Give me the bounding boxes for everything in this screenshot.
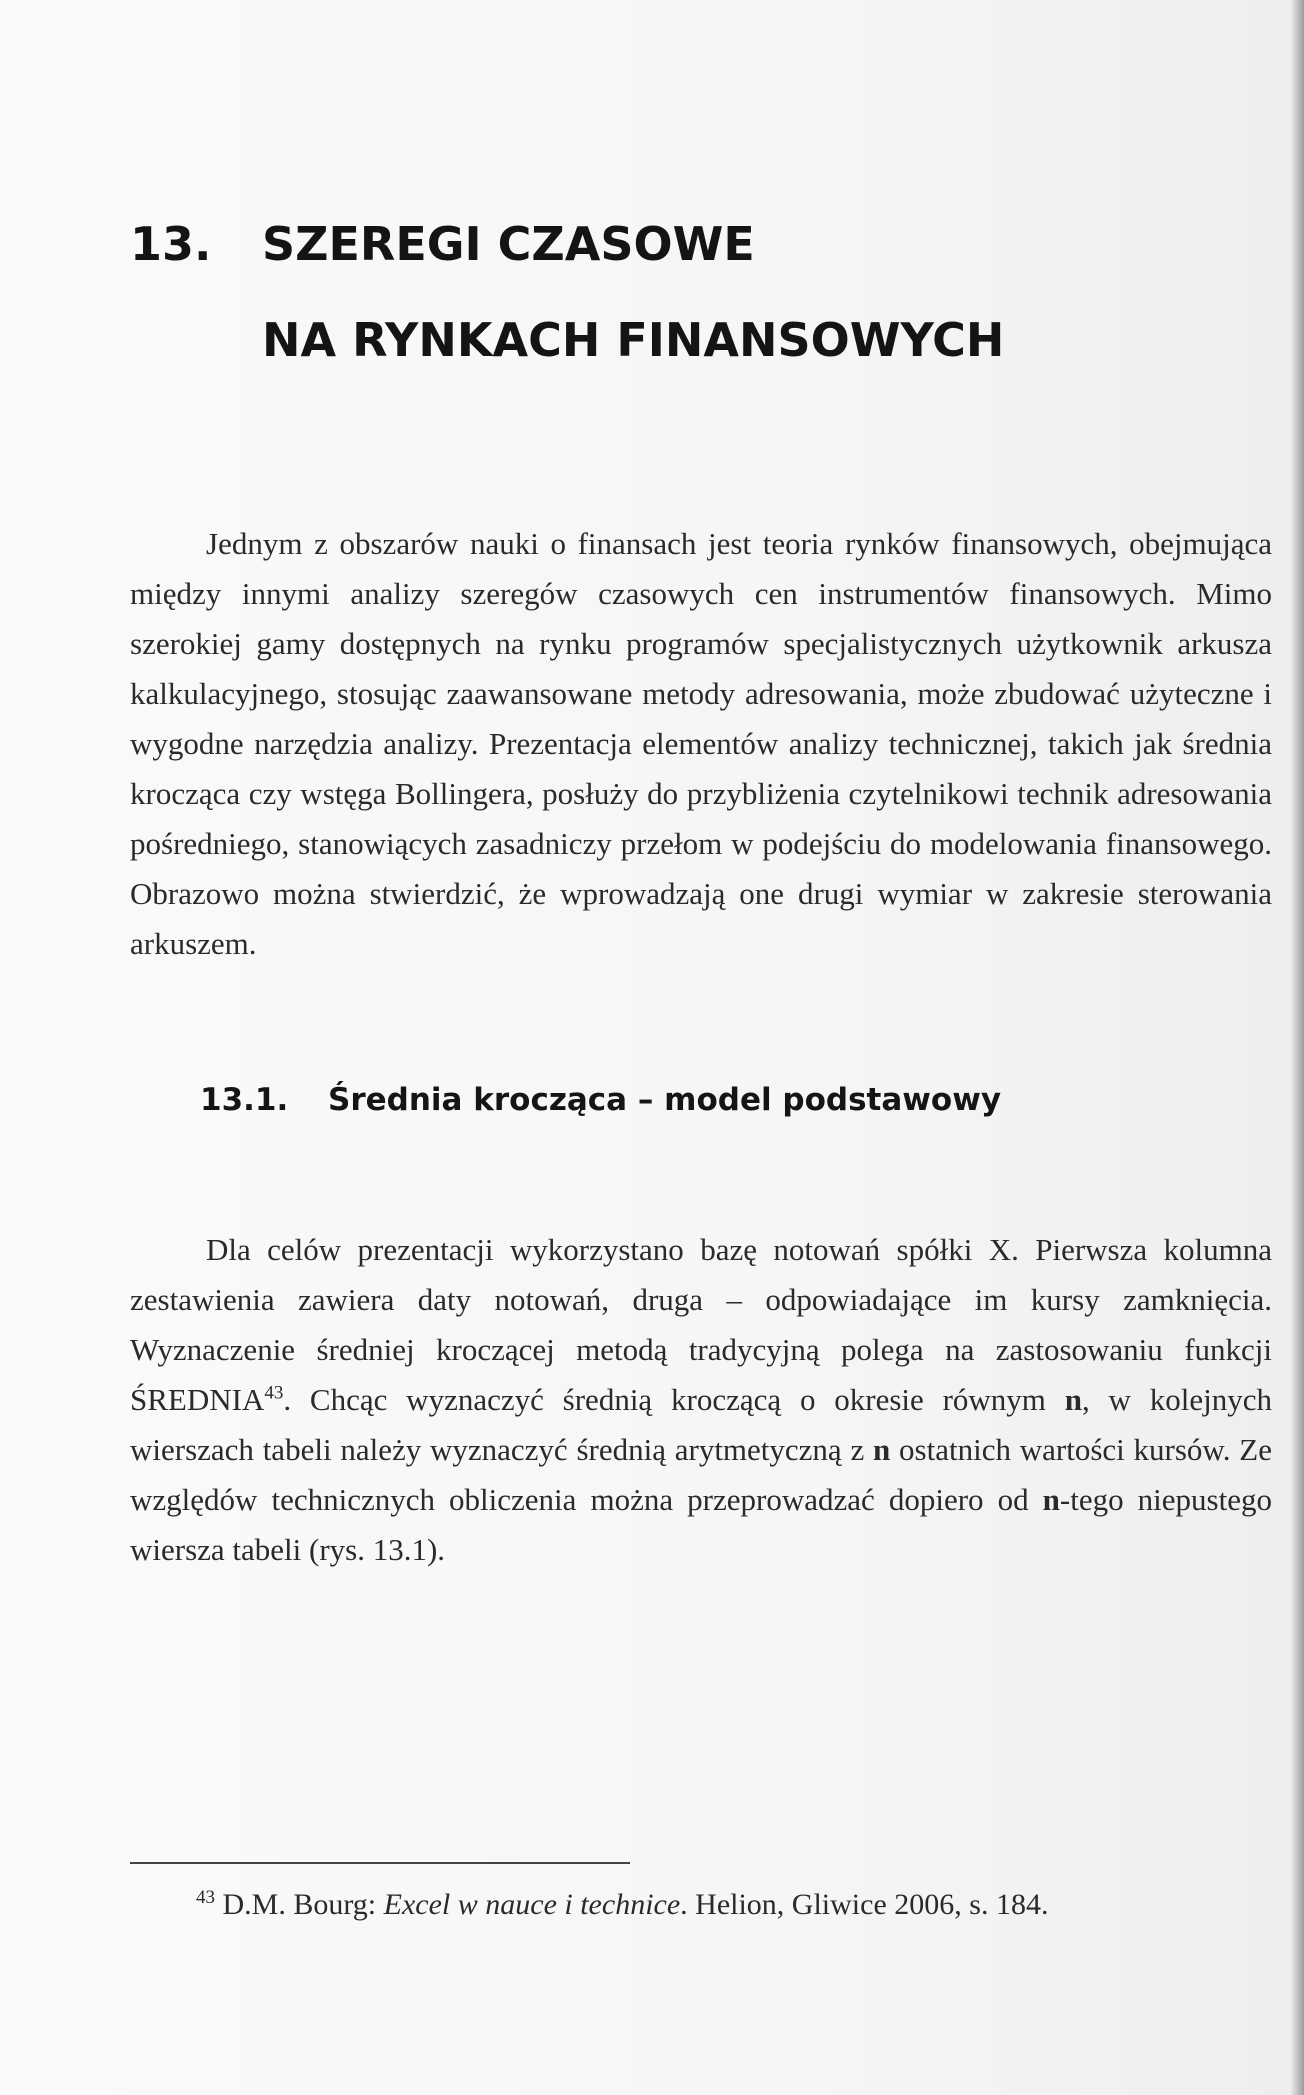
variable-n: n: [1064, 1382, 1082, 1417]
footnote-divider: [130, 1862, 630, 1864]
page-edge-shadow: [1290, 0, 1304, 2095]
variable-n: n: [1042, 1482, 1060, 1517]
footnote-book-title: Excel w nauce i technice: [383, 1888, 681, 1921]
section-paragraph-part2: . Chcąc wyznaczyć średnią kroczącą o okresie równym: [283, 1382, 1065, 1417]
footnote-reference: 43: [264, 1382, 284, 1404]
chapter-title-line1: [130, 196, 1130, 292]
chapter-title-text1: SZEREGI CZASOWE: [262, 217, 755, 271]
section-paragraph-part4: ostatnich wartości kursów. Ze względów technicznych obliczenia można przeprowadzać dopiero od: [130, 1432, 1273, 1517]
section-number: 13.1.: [200, 1082, 289, 1118]
section-title-text: Średnia krocząca – model podstawowy: [328, 1082, 1002, 1118]
footnote-number: 43: [196, 1887, 215, 1908]
section-title: [200, 1082, 1001, 1118]
section-paragraph-part5: -tego niepustego wiersza tabeli (rys. 13.1).: [130, 1482, 1272, 1567]
variable-n: n: [873, 1432, 891, 1467]
footnote: [196, 1885, 1276, 1925]
intro-paragraph: Jednym z obszarów nauki o finansach jest teoria rynków finansowych, obejmująca między innymi analizy szeregów czasowych cen instrumentów finansowych. Mimo szerokiej gamy dostępnych na rynku programów specjalistycznych użytkownik arkusza kalkulacyjnego, stosując zaawansowane metody adresowania, może zbudować użyteczne i wygodne narzędzia analizy. Prezentacja elementów analizy technicznej, takich jak średnia krocząca czy wstęga Bollingera, posłuży do przybliżenia czytelnikowi technik adresowania pośredniego, stanowiących zasadniczy przełom w podejściu do modelowania finansowego. Obrazowo można stwierdzić, że wprowadzają one drugi wymiar w zakresie sterowania arkuszem.: [130, 526, 1272, 961]
footnote-author: D.M. Bourg:: [222, 1888, 384, 1921]
footnote-publisher: . Helion, Gliwice 2006, s. 184.: [680, 1888, 1049, 1921]
section-paragraph: [130, 1225, 1272, 1575]
section-paragraph-part3: , w kolejnych wierszach tabeli należy wyznaczyć średnią arytmetyczną z: [130, 1382, 1272, 1467]
section-paragraph-part1: Dla celów prezentacji wykorzystano bazę notowań spółki X. Pierwsza kolumna zestawienia zawiera daty notowań, druga – odpowiadające im kursy zamknięcia. Wyznaczenie średniej kroczącej metodą tradycyjną polega na zastosowaniu funkcji ŚREDNIA: [130, 1232, 1272, 1417]
chapter-number: 13.: [130, 217, 212, 271]
chapter-title: [130, 196, 1130, 388]
chapter-title-line2: NA RYNKACH FINANSOWYCH: [262, 313, 1005, 367]
